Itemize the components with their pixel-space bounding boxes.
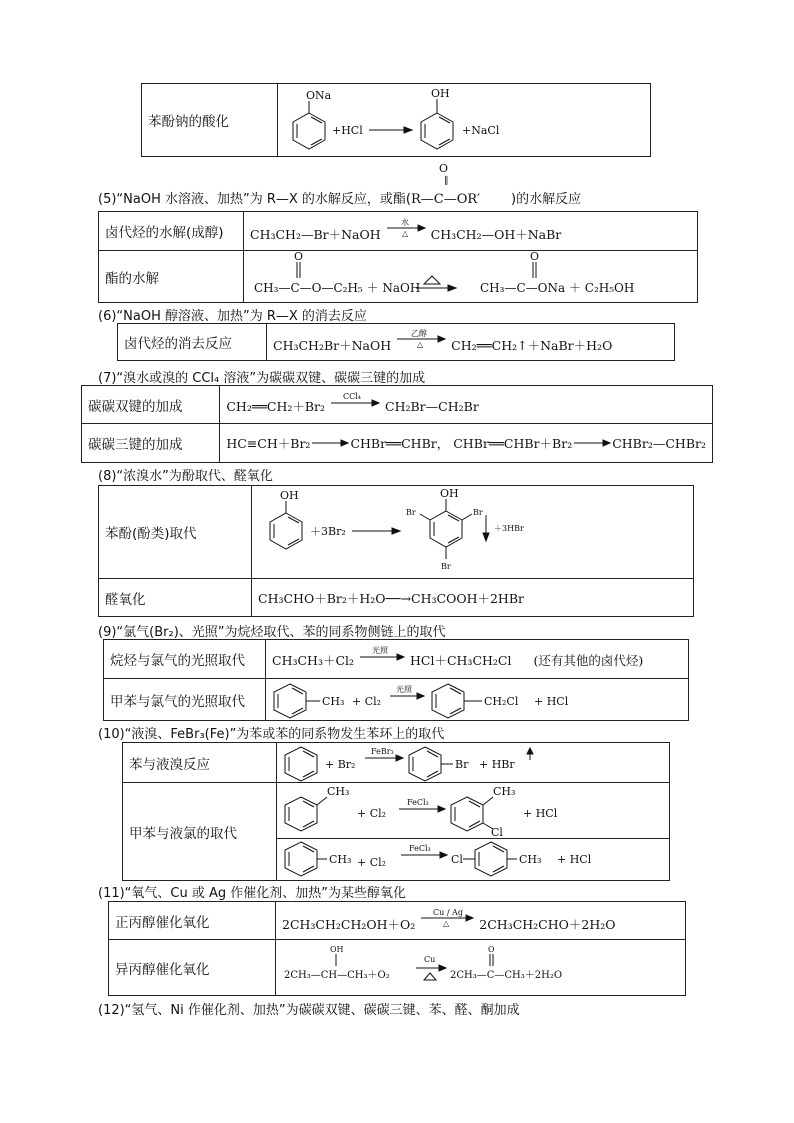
- svg-text:+ HCl: + HCl: [534, 694, 569, 708]
- svg-text:FeCl₃: FeCl₃: [407, 798, 429, 807]
- svg-text:CH₃: CH₃: [493, 785, 516, 798]
- s6-heading: (6)“NaOH 醇溶液、加热”为 R—X 的消去反应: [98, 309, 367, 324]
- svg-text:+ Cl₂: + Cl₂: [352, 694, 382, 708]
- s8-heading: (8)“浓溴水”为酚取代、醛氧化: [98, 469, 273, 484]
- svg-text:O: O: [488, 944, 495, 954]
- svg-text:CH₃—C—ONa ＋ C₂H₅OH: CH₃—C—ONa ＋ C₂H₅OH: [480, 280, 635, 295]
- s10-row2-eq: [277, 783, 670, 881]
- svg-text:OH: OH: [330, 944, 344, 954]
- s5-heading: (5)“NaOH 水溶液、加热”为 R—X 的水解反应，或酯( O ‖ R—C—OR′ )的水解反应: [98, 162, 582, 207]
- svg-text:+ Cl₂: + Cl₂: [357, 856, 387, 869]
- gas-arrow-icon: [527, 748, 533, 754]
- svg-text:Br: Br: [406, 508, 416, 517]
- benzene-ring-icon: [432, 684, 464, 718]
- phenoxide-table: [141, 83, 651, 157]
- svg-text:水: 水: [400, 218, 409, 227]
- s9-row1-eq: CH₃CH₃＋Cl₂ 光照 HCl＋CH₃CH₂Cl (还有其他的卤代烃): [266, 640, 689, 679]
- s10-table: [122, 742, 670, 881]
- s8-row1-eq: [252, 486, 694, 579]
- benzene-ring-icon: [270, 513, 302, 549]
- svg-text:光照: 光照: [372, 646, 389, 655]
- s6-table: [117, 323, 675, 361]
- s5-row2-label: 酯的水解: [99, 251, 244, 303]
- svg-text:CH₃—C—O—C₂H₅ ＋ NaOH: CH₃—C—O—C₂H₅ ＋ NaOH: [254, 280, 421, 295]
- svg-text:CH₃: CH₃: [519, 853, 542, 866]
- svg-text:CH₃: CH₃: [329, 853, 352, 866]
- s8-row2-label: 醛氧化: [99, 579, 252, 617]
- s8-table: [98, 485, 694, 617]
- svg-text:+ HBr: + HBr: [479, 757, 515, 771]
- svg-text:OH: OH: [280, 489, 299, 502]
- s10-row2-label: 甲苯与液氯的取代: [123, 783, 277, 881]
- heat-triangle-icon: [424, 276, 440, 284]
- svg-text:Cu / Ag: Cu / Ag: [433, 907, 464, 917]
- benzene-ring-icon: [285, 842, 317, 876]
- s11-row2-label: 异丙醇催化氧化: [109, 940, 276, 996]
- s7-row2-eq: HC≡CH＋Br₂ CHBr══CHBr， CHBr══CHBr＋Br₂ CHBr₂—CHBr₂: [220, 424, 713, 463]
- benzene-ring-icon: [475, 842, 507, 876]
- svg-text:+ HCl: + HCl: [557, 853, 592, 866]
- svg-text:2CH₃—CH—CH₃＋O₂: 2CH₃—CH—CH₃＋O₂: [284, 969, 390, 981]
- ona-text: ONa: [306, 89, 332, 102]
- s5-row2-eq: [244, 251, 698, 303]
- svg-text:+ Br₂: + Br₂: [325, 757, 356, 771]
- svg-text:FeBr₃: FeBr₃: [371, 746, 394, 756]
- s7-row1-label: 碳碳双键的加成: [82, 386, 220, 424]
- s5-table: [98, 211, 698, 303]
- benzene-ring-icon: [285, 747, 317, 781]
- s9-row1-label: 烷烃与氯气的光照取代: [104, 640, 266, 679]
- s6-row1-label: 卤代烃的消去反应: [118, 324, 267, 361]
- phenoxide-scheme: [284, 85, 644, 155]
- svg-text:O: O: [294, 251, 304, 263]
- svg-text:Cl: Cl: [491, 826, 503, 838]
- benzene-ring-icon: [451, 797, 483, 831]
- svg-text:CH₃: CH₃: [327, 785, 350, 798]
- s9-row2-label: 甲苯与氯气的光照取代: [104, 679, 266, 721]
- s5-row1-eq: CH₃CH₂—Br＋NaOH 水 △ CH₃CH₂—OH＋NaBr: [244, 212, 698, 251]
- s5-row1-label: 卤代烃的水解(成醇): [99, 212, 244, 251]
- s10-row1-eq: [277, 743, 670, 783]
- s9-row2-eq: [266, 679, 689, 721]
- oh-text: OH: [431, 87, 450, 100]
- heat-triangle-icon: [424, 973, 436, 980]
- svg-text:2CH₃—C—CH₃＋2H₂O: 2CH₃—C—CH₃＋2H₂O: [450, 969, 563, 981]
- phenoxide-equation: [278, 84, 651, 157]
- s7-row1-eq: CH₂══CH₂＋Br₂ CCl₄ CH₂Br—CH₂Br: [220, 386, 713, 424]
- s11-heading: (11)“氧气、Cu 或 Ag 作催化剂、加热”为某些醇氧化: [98, 886, 407, 901]
- benzene-ring-icon: [430, 511, 462, 547]
- svg-text:Cl: Cl: [451, 853, 463, 866]
- s7-row2-label: 碳碳三键的加成: [82, 424, 220, 463]
- svg-text:△: △: [417, 340, 424, 348]
- svg-text:Br: Br: [455, 757, 469, 771]
- s11-row1-label: 正丙醇催化氧化: [109, 902, 276, 940]
- svg-text:△: △: [401, 229, 408, 237]
- s10-row1-label: 苯与液溴反应: [123, 743, 277, 783]
- benzene-ring-icon: [421, 113, 453, 149]
- s11-table: [108, 901, 686, 996]
- s8-row1-label: 苯酚(酚类)取代: [99, 486, 252, 579]
- benzene-ring-icon: [274, 684, 306, 718]
- s6-row1-eq: CH₃CH₂Br＋NaOH 乙醇 △ CH₂══CH₂↑＋NaBr＋H₂O: [267, 324, 675, 361]
- plus-nacl: +NaCl: [462, 124, 500, 137]
- svg-text:O: O: [530, 251, 540, 263]
- svg-text:CCl₄: CCl₄: [343, 391, 362, 401]
- svg-text:FeCl₃: FeCl₃: [409, 844, 431, 853]
- svg-text:OH: OH: [440, 487, 459, 500]
- svg-text:光照: 光照: [396, 684, 412, 694]
- svg-text:乙醇: 乙醇: [411, 329, 428, 338]
- benzene-ring-icon: [409, 747, 441, 781]
- s11-row1-eq: 2CH₃CH₂CH₂OH＋O₂ Cu / Ag △ 2CH₃CH₂CHO＋2H₂O: [276, 902, 686, 940]
- svg-text:Br: Br: [473, 508, 483, 517]
- s11-row2-eq: [276, 940, 686, 996]
- precipitate-arrow-icon: [483, 533, 489, 541]
- s8-row2-eq: CH₃CHO＋Br₂＋H₂O──→CH₃COOH＋2HBr: [252, 579, 694, 617]
- cu-cond: Cu: [424, 954, 436, 964]
- svg-text:+ HCl: + HCl: [523, 807, 558, 820]
- s9-table: [103, 639, 689, 721]
- s7-heading: (7)“溴水或溴的 CCl₄ 溶液”为碳碳双键、碳碳三键的加成: [98, 371, 426, 386]
- arrow-icon: [404, 127, 412, 133]
- ester-structure: O ‖ R—C—OR′: [411, 162, 481, 207]
- svg-text:＋3Br₂: ＋3Br₂: [310, 525, 346, 538]
- plus-hcl: +HCl: [332, 124, 363, 137]
- benzene-ring-icon: [293, 113, 325, 149]
- svg-text:＋3HBr: ＋3HBr: [494, 524, 524, 533]
- phenoxide-label: 苯酚钠的酸化: [142, 84, 278, 157]
- benzene-ring-icon: [285, 797, 317, 831]
- svg-text:△: △: [443, 918, 450, 927]
- s12-heading: (12)“氢气、Ni 作催化剂、加热”为碳碳双键、碳碳三键、苯、醛、酮加成: [98, 1003, 520, 1018]
- s10-heading: (10)“液溴、FeBr₃(Fe)”为苯或苯的同系物发生苯环上的取代: [98, 727, 445, 742]
- svg-text:Br: Br: [441, 562, 451, 571]
- svg-text:CH₃: CH₃: [322, 694, 345, 708]
- svg-text:+ Cl₂: + Cl₂: [357, 807, 387, 820]
- s9-heading: (9)“氯气(Br₂)、光照”为烷烃取代、苯的同系物侧链上的取代: [98, 625, 446, 640]
- svg-text:CH₂Cl: CH₂Cl: [484, 694, 519, 708]
- s7-table: [81, 385, 713, 463]
